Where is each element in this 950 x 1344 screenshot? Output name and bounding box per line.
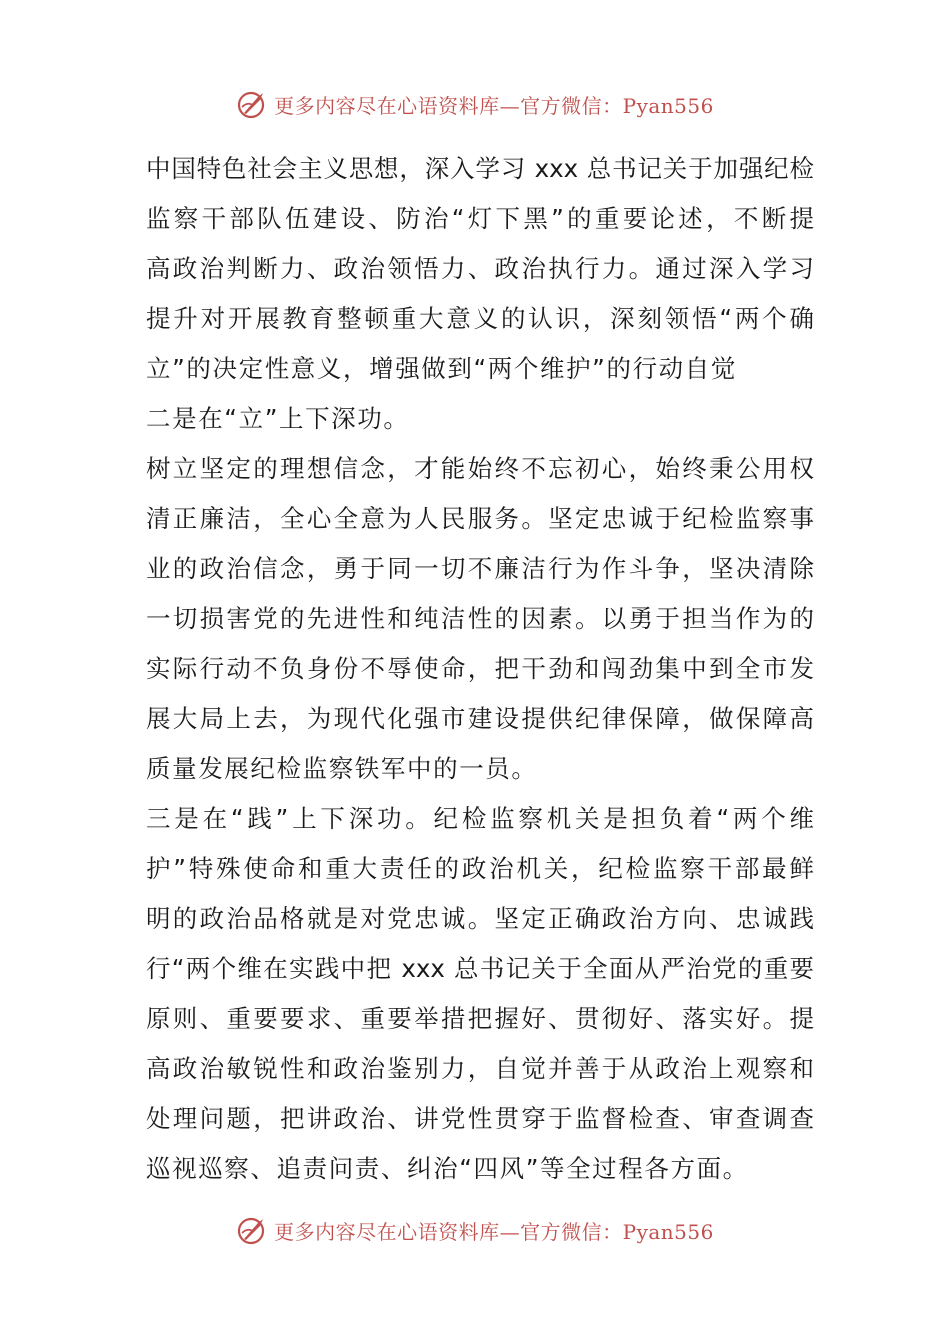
body-line: 展大局上去，为现代化强市建设提供纪律保障，做保障高	[146, 704, 814, 733]
body-line: 立”的决定性意义，增强做到“两个维护”的行动自觉	[146, 354, 737, 383]
section-heading: 二是在“立”上下深功。	[146, 404, 410, 433]
section-heading-line: 三是在“践”上下深功。纪检监察机关是担负着“两个维	[146, 804, 814, 833]
body-line: 原则、重要要求、重要举措把握好、贯彻好、落实好。提	[146, 1004, 814, 1033]
pen-nib-logo-icon	[236, 1213, 270, 1247]
body-line: 行“两个维在实践中把 xxx 总书记关于全面从严治党的重要	[146, 954, 814, 983]
body-line: 业的政治信念，勇于同一切不廉洁行为作斗争，坚决清除	[146, 554, 814, 583]
header-banner	[0, 84, 950, 124]
document-body	[146, 144, 814, 1194]
body-line: 一切损害党的先进性和纯洁性的因素。以勇于担当作为的	[146, 604, 814, 633]
body-line: 质量发展纪检监察铁军中的一员。	[146, 754, 538, 783]
pen-nib-logo-icon	[236, 87, 270, 121]
header-banner-text: 更多内容尽在心语资料库—官方微信：Pyan556	[274, 93, 714, 118]
body-line: 实际行动不负身份不辱使命，把干劲和闯劲集中到全市发	[146, 654, 814, 683]
body-line: 处理问题，把讲政治、讲党性贯穿于监督检查、审查调查	[146, 1104, 814, 1133]
body-line: 高政治敏锐性和政治鉴别力，自觉并善于从政治上观察和	[146, 1054, 814, 1083]
body-line: 明的政治品格就是对党忠诚。坚定正确政治方向、忠诚践	[146, 904, 814, 933]
body-line: 提升对开展教育整顿重大意义的认识，深刻领悟“两个确	[146, 304, 814, 333]
body-line: 树立坚定的理想信念，才能始终不忘初心，始终秉公用权	[146, 454, 814, 483]
body-line: 巡视巡察、追责问责、纠治“四风”等全过程各方面。	[146, 1154, 749, 1183]
body-line: 中国特色社会主义思想，深入学习 xxx 总书记关于加强纪检	[146, 154, 814, 183]
body-line: 高政治判断力、政治领悟力、政治执行力。通过深入学习	[146, 254, 814, 283]
body-line: 护”特殊使命和重大责任的政治机关，纪检监察干部最鲜	[146, 854, 814, 883]
footer-banner-text: 更多内容尽在心语资料库—官方微信：Pyan556	[274, 1219, 714, 1244]
footer-banner	[0, 1210, 950, 1250]
body-line: 监察干部队伍建设、防治“灯下黑”的重要论述，不断提	[146, 204, 814, 233]
body-line: 清正廉洁，全心全意为人民服务。坚定忠诚于纪检监察事	[146, 504, 814, 533]
